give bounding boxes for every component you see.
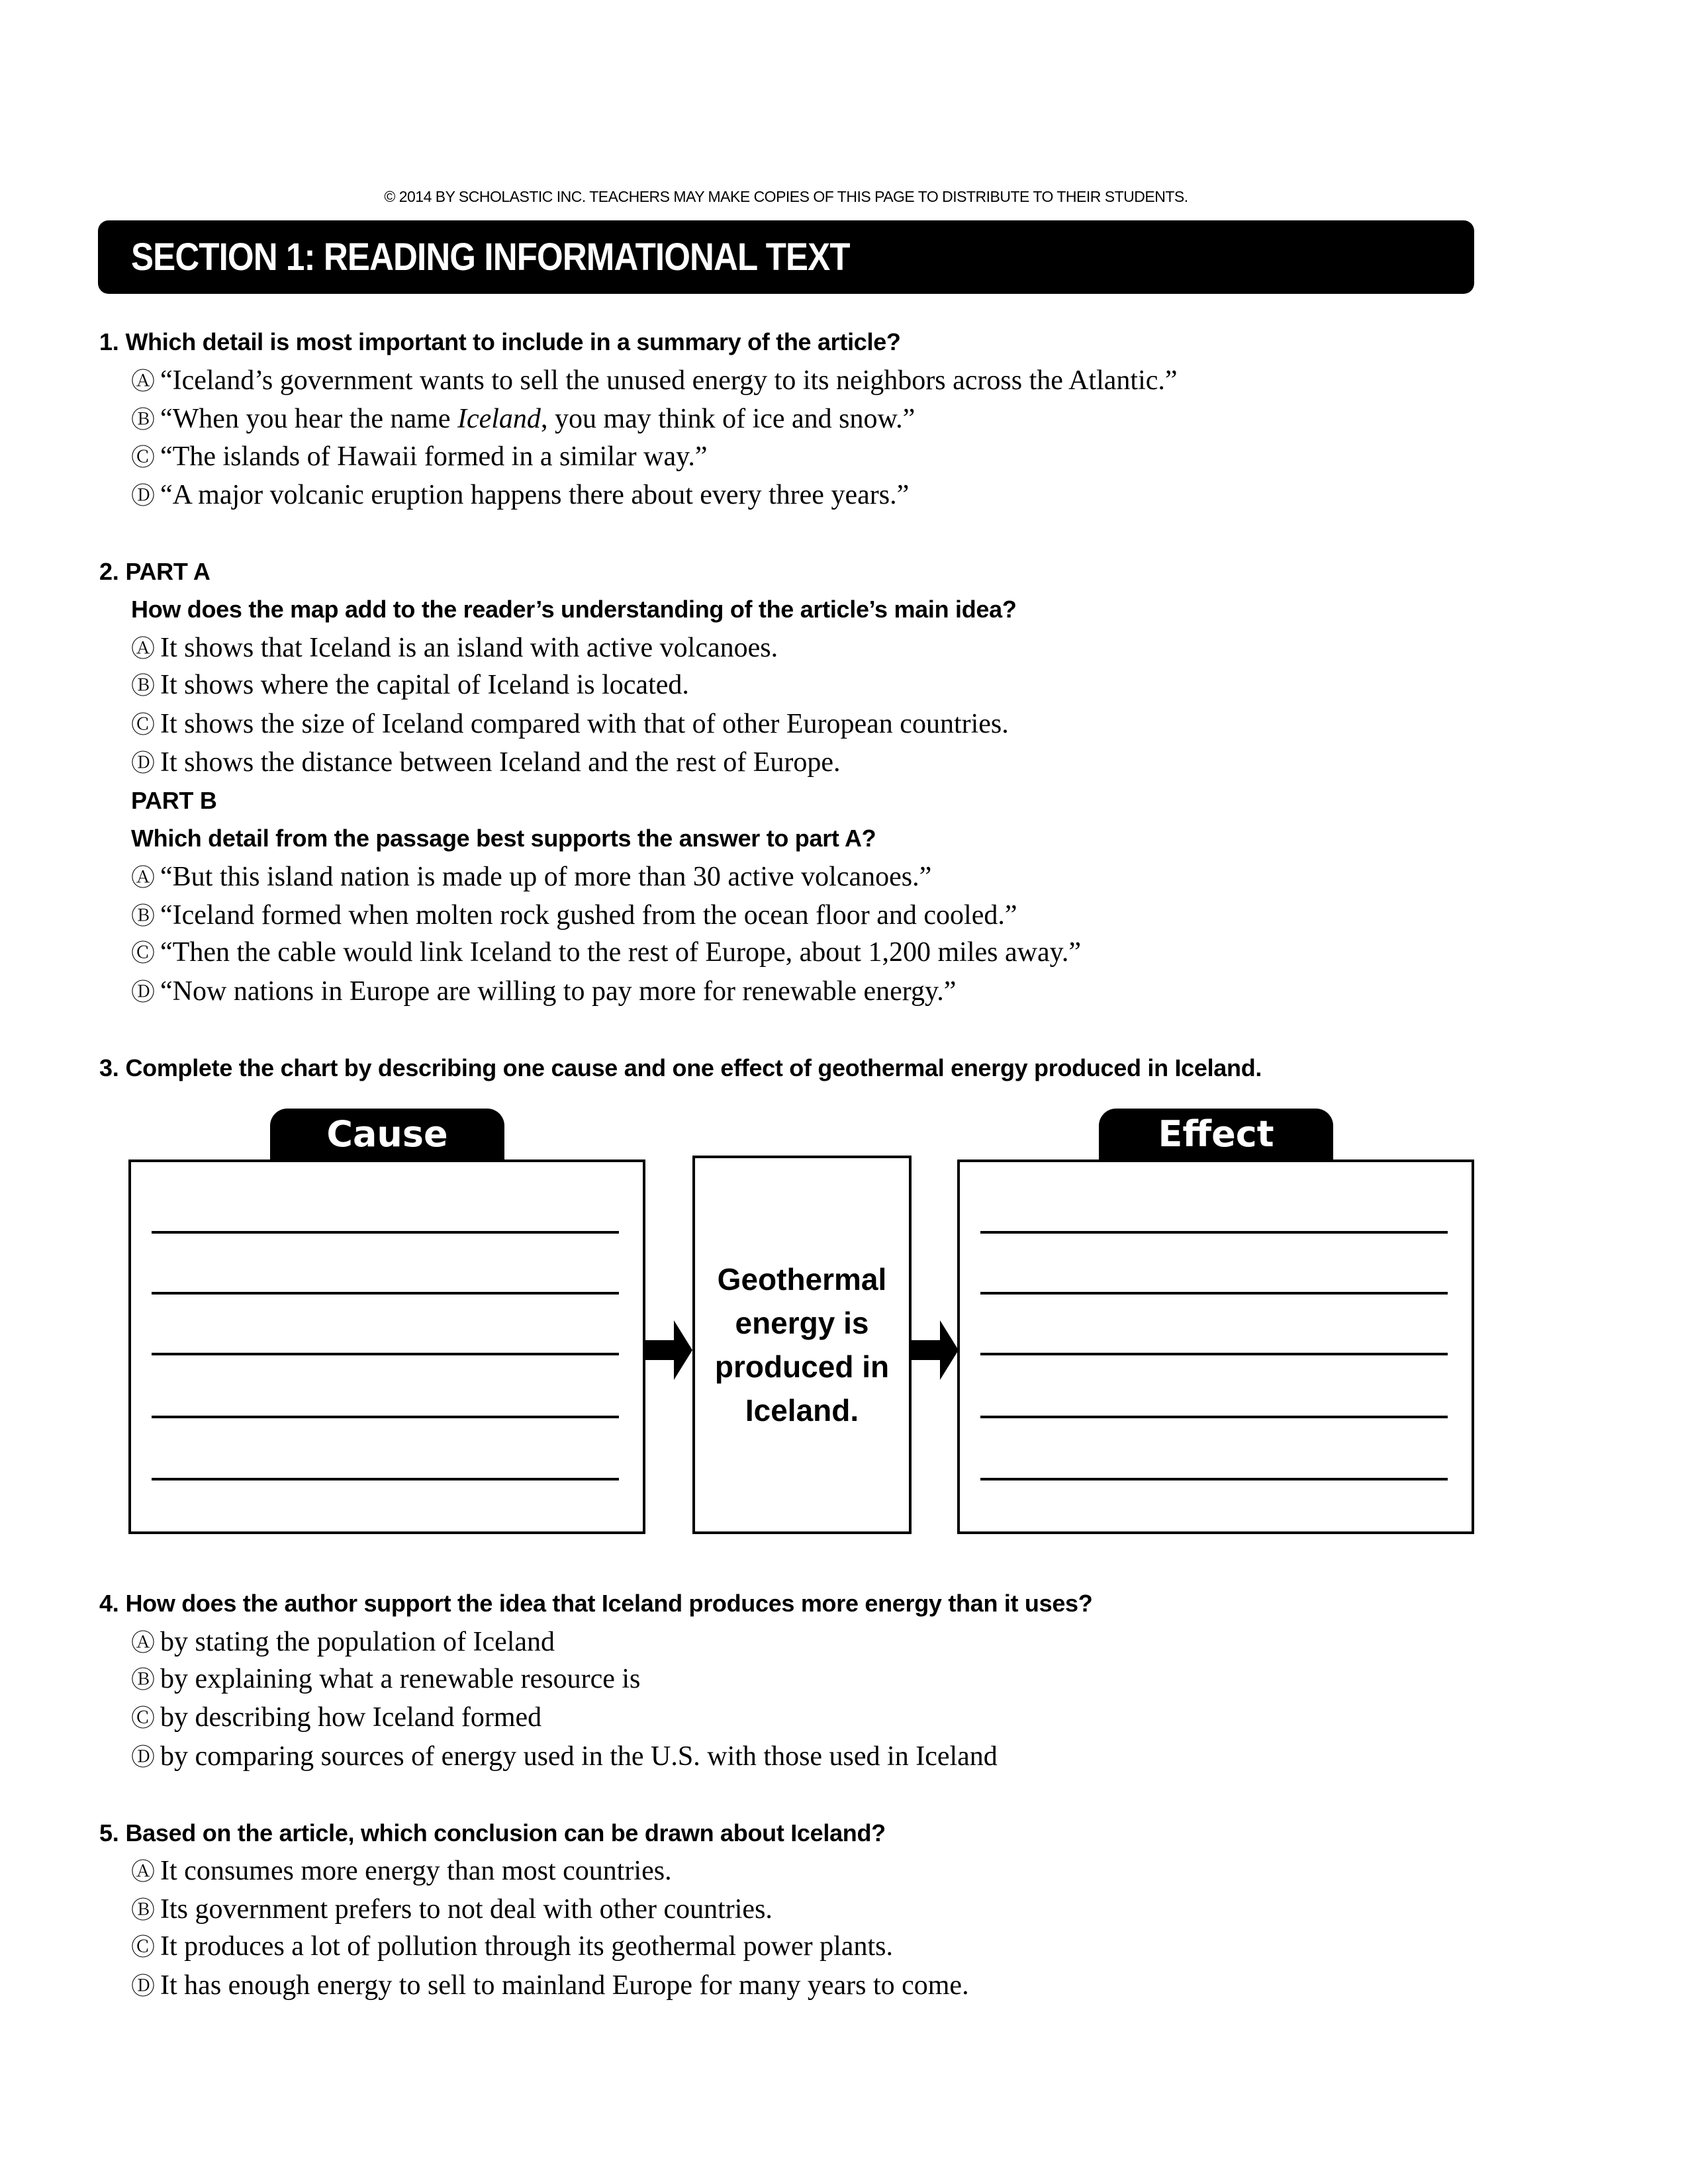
option-text: “Now nations in Europe are willing to pay more for renewable energy.” [160,976,957,1007]
center-line: Iceland. [745,1393,859,1428]
q2a-option-d[interactable] [131,743,840,782]
option-text: It consumes more energy than most countries. [160,1856,672,1886]
question-number: 3. [99,1054,119,1081]
option-text: by explaining what a renewable resource is [160,1664,641,1694]
circle-d-icon: Ⓓ [131,1973,156,2000]
q1-option-a[interactable] [131,361,1178,400]
cause-tab: Cause [270,1109,504,1161]
q4-option-d[interactable] [131,1737,998,1776]
circle-c-icon: Ⓒ [131,711,156,739]
part-b-label: PART B [131,787,217,814]
part-b-question: Which detail from the passage best supports the answer to part A? [131,825,876,852]
q2b-option-a[interactable] [131,857,931,897]
center-statement-box [692,1156,912,1534]
question-2 [99,552,211,592]
question-number: 4. [99,1590,119,1617]
q4-option-a[interactable] [131,1622,555,1662]
option-text: “A major volcanic eruption happens there about every three years.” [160,480,910,510]
option-text: “Iceland formed when molten rock gushed from the ocean floor and cooled.” [160,900,1017,931]
q5-option-b[interactable] [131,1889,773,1929]
circle-c-icon: Ⓒ [131,940,156,967]
copyright-notice: © 2014 BY SCHOLASTIC INC. TEACHERS MAY MAKE COPIES OF THIS PAGE TO DISTRIBUTE TO THEIR STUDENTS. [384,188,1188,205]
option-text: “When you hear the name [160,404,457,434]
circle-a-icon: Ⓐ [131,368,156,395]
circle-c-icon: Ⓒ [131,444,156,471]
circle-b-icon: Ⓑ [131,672,156,700]
option-text: “But this island nation is made up of more than 30 active volcanoes.” [160,862,932,892]
circle-a-icon: Ⓐ [131,864,156,891]
question-5 [99,1813,886,1853]
q1-option-b[interactable] [131,399,915,439]
circle-a-icon: Ⓐ [131,1858,156,1886]
option-text: It shows the size of Iceland compared with that of other European countries. [160,709,1009,739]
center-line: energy is [735,1306,869,1340]
circle-c-icon: Ⓒ [131,1705,156,1732]
option-text: “The islands of Hawaii formed in a similar way.” [160,441,708,472]
option-text: “Iceland’s government wants to sell the unused energy to its neighbors across the Atlantic.” [160,365,1178,396]
circle-a-icon: Ⓐ [131,1629,156,1657]
circle-b-icon: Ⓑ [131,1897,156,1924]
circle-d-icon: Ⓓ [131,750,156,777]
write-line[interactable] [152,1292,619,1295]
arrow-right-icon [912,1320,959,1380]
arrow-right-icon [645,1320,693,1380]
effect-box[interactable] [957,1160,1474,1534]
center-line: Geothermal [717,1262,887,1297]
q5-option-c[interactable] [131,1927,893,1966]
option-text: by stating the population of Iceland [160,1627,555,1657]
q5-option-d[interactable] [131,1966,969,2005]
question-1 [99,322,901,362]
option-text: by describing how Iceland formed [160,1702,542,1733]
write-line[interactable] [152,1231,619,1234]
part-a-label: PART A [125,558,211,585]
circle-b-icon: Ⓑ [131,1666,156,1694]
part-a-question: How does the map add to the reader’s understanding of the article’s main idea? [131,596,1017,623]
circle-c-icon: Ⓒ [131,1934,156,1961]
write-line[interactable] [152,1416,619,1418]
option-text: It shows that Iceland is an island with active volcanoes. [160,633,778,663]
circle-b-icon: Ⓑ [131,903,156,930]
effect-tab: Effect [1099,1109,1333,1161]
section-title: SECTION 1: READING INFORMATIONAL TEXT [131,236,850,279]
q2a-option-a[interactable] [131,628,778,668]
circle-d-icon: Ⓓ [131,1744,156,1771]
q5-option-a[interactable] [131,1851,672,1891]
circle-d-icon: Ⓓ [131,482,156,510]
q4-option-b[interactable] [131,1659,640,1699]
question-text: How does the author support the idea that Iceland produces more energy than it uses? [125,1590,1093,1617]
q2a-option-b[interactable] [131,665,689,705]
circle-a-icon: Ⓐ [131,635,156,662]
q2b-option-d[interactable] [131,972,956,1011]
write-line[interactable] [152,1353,619,1355]
option-text: It produces a lot of pollution through its geothermal power plants. [160,1931,893,1962]
section-header [98,220,1474,294]
question-3 [99,1048,1262,1088]
question-text: Which detail is most important to include in a summary of the article? [125,328,901,355]
q1-option-d[interactable] [131,475,909,515]
write-line[interactable] [152,1478,619,1480]
question-number: 5. [99,1819,119,1846]
question-number: 2. [99,558,119,585]
circle-b-icon: Ⓑ [131,406,156,433]
option-text: by comparing sources of energy used in the U.S. with those used in Iceland [160,1741,998,1772]
option-text: It shows where the capital of Iceland is located. [160,670,689,700]
question-text: Complete the chart by describing one cause and one effect of geothermal energy produced in Iceland. [125,1054,1262,1081]
option-text-italic: Iceland [457,404,541,434]
write-line[interactable] [980,1416,1448,1418]
write-line[interactable] [980,1231,1448,1234]
q2a-option-c[interactable] [131,704,1009,744]
q4-option-c[interactable] [131,1698,541,1737]
write-line[interactable] [980,1292,1448,1295]
question-text: Based on the article, which conclusion can be drawn about Iceland? [125,1819,886,1846]
write-line[interactable] [980,1353,1448,1355]
option-text: “Then the cable would link Iceland to the rest of Europe, about 1,200 miles away.” [160,937,1081,968]
option-text: It shows the distance between Iceland and the rest of Europe. [160,747,841,778]
write-line[interactable] [980,1478,1448,1480]
q1-option-c[interactable] [131,437,708,477]
cause-box[interactable] [128,1160,645,1534]
question-4 [99,1584,1092,1623]
question-number: 1. [99,328,119,355]
circle-d-icon: Ⓓ [131,979,156,1006]
option-text: , you may think of ice and snow.” [540,404,915,434]
option-text: It has enough energy to sell to mainland Europe for many years to come. [160,1970,969,2001]
q2b-option-c[interactable] [131,933,1081,972]
option-text: Its government prefers to not deal with other countries. [160,1894,773,1925]
q2b-option-b[interactable] [131,895,1017,935]
center-line: produced in [714,1349,890,1384]
